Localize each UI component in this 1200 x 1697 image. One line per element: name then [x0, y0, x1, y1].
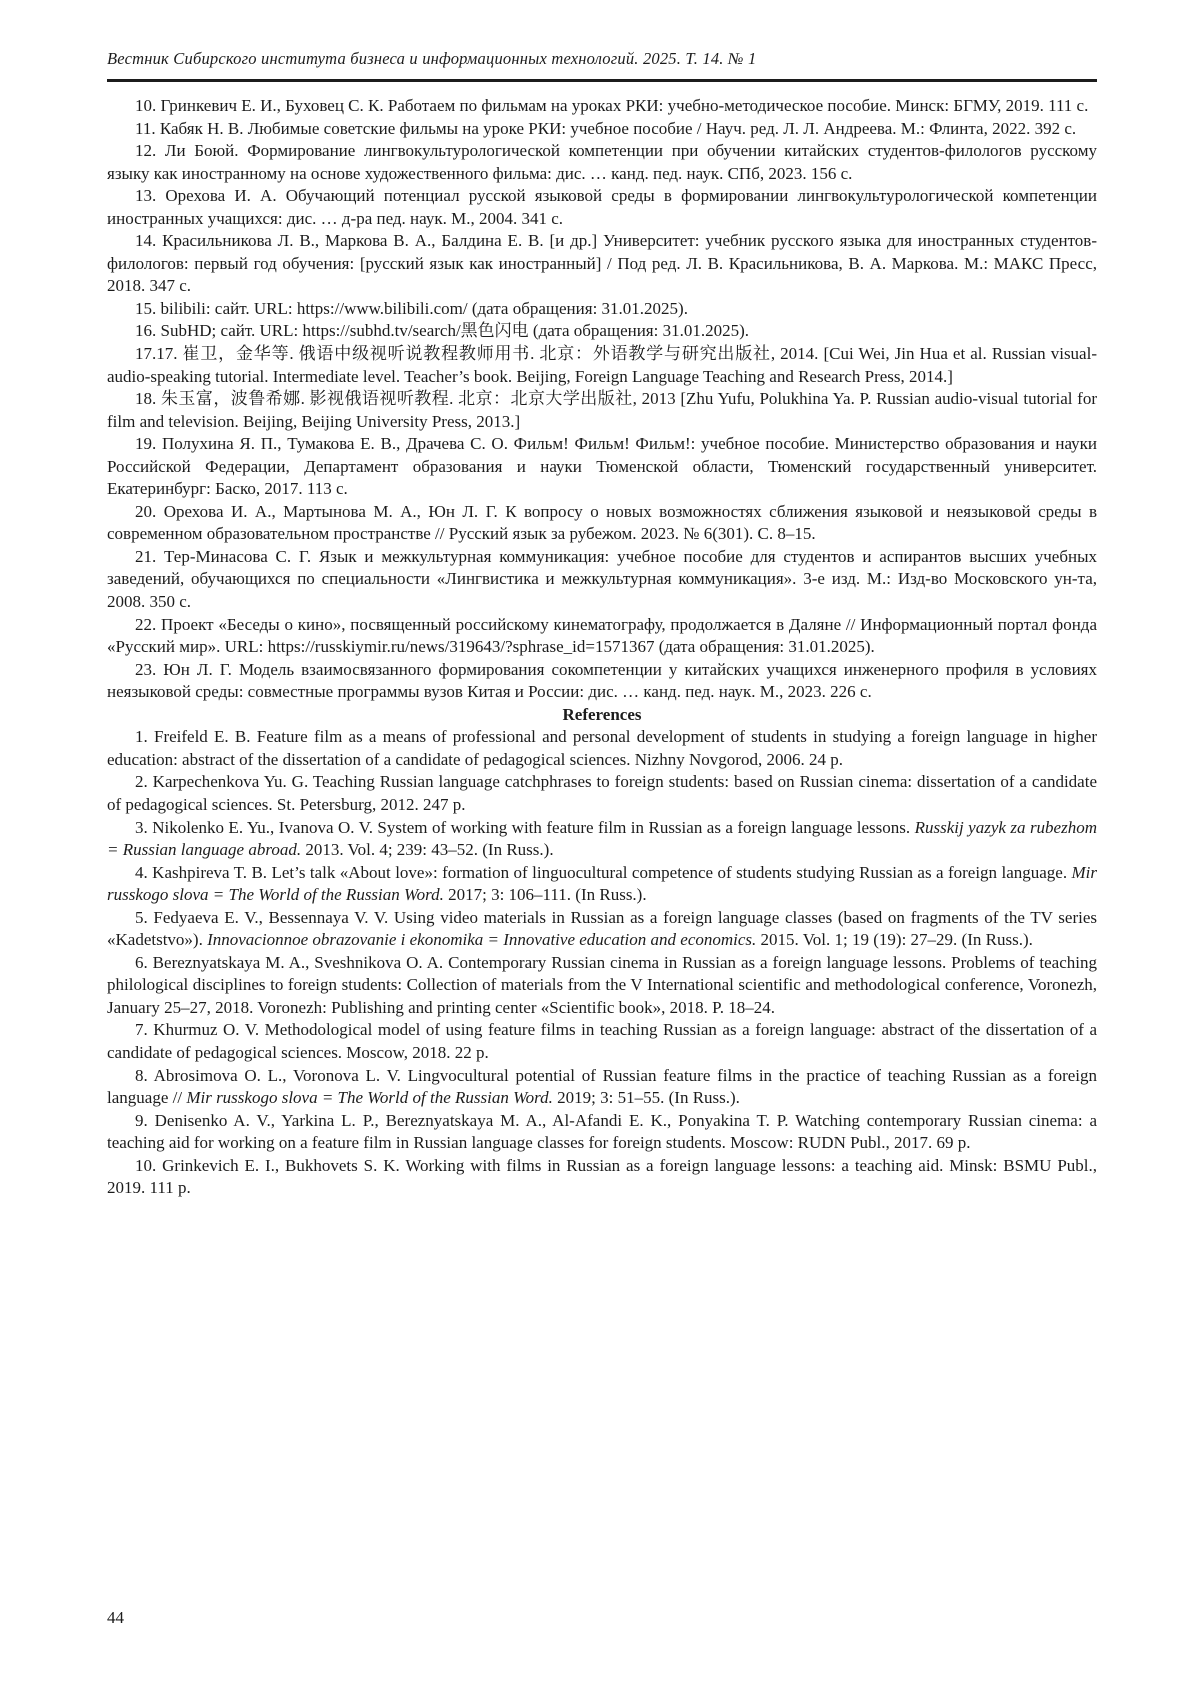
- bibliography-entry: 23. Юн Л. Г. Модель взаимосвязанного формирования сокомпетенции у китайских учащихся инженерного профиля в условиях неязыковой среды: совместные программы вузов Китая и России: дис. … канд. пед. наук. М., 2023. 226 с.: [107, 659, 1097, 702]
- bibliography-ru-section: [107, 95, 1097, 704]
- journal-header: Вестник Сибирского института бизнеса и информационных технологий. 2025. Т. 14. № 1: [107, 49, 757, 68]
- reference-entry: 6. Bereznyatskaya M. A., Sveshnikova O. A. Contemporary Russian cinema in Russian as a foreign language lessons. Problems of teaching philological disciplines to foreign students: Collection of materials from the V International scientific and methodological conference, Voronezh, January 25–27, 2018. Voronezh: Publishing and printing center «Scientific book», 2018. P. 18–24.: [107, 952, 1097, 1017]
- bibliography-entry: 11. Кабяк Н. В. Любимые советские фильмы на уроке РКИ: учебное пособие / Науч. ред. Л. Л. Андреева. М.: Флинта, 2022. 392 с.: [135, 118, 1077, 138]
- bibliography-entry: 15. bilibili: сайт. URL: https://www.bilibili.com/ (дата обращения: 31.01.2025).: [135, 298, 688, 318]
- header-rule: [107, 79, 1097, 82]
- page-number: 44: [107, 1608, 124, 1627]
- bibliography-entry: 22. Проект «Беседы о кино», посвященный российскому кинематографу, продолжается в Даляне // Информационный портал фонда «Русский мир». URL: https://russkiymir.ru/news/319643/?sphrase_id=1571367 (дата обращения: 31.01.2025).: [107, 614, 1097, 657]
- bibliography-entry: 18. 朱玉富，波鲁希娜. 影视俄语视听教程. 北京：北京大学出版社, 2013 [Zhu Yufu, Polukhina Ya. P. Russian audio-visual tutorial for film and television. Beijing, Beijing University Press, 2013.]: [107, 389, 1097, 431]
- bibliography-entry: 10. Гринкевич Е. И., Буховец С. К. Работаем по фильмам на уроках РКИ: учебно-методическое пособие. Минск: БГМУ, 2019. 111 с.: [135, 96, 1089, 115]
- reference-entry: 5. Fedyaeva E. V., Bessennaya V. V. Using video materials in Russian as a foreign language classes (based on fragments of the TV series «Kadetstvo»). Innovacionnoe obrazovanie i ekonomika = Innovative education and economics. 2015. Vol. 1; 19 (19): 27–29. (In Russ.).: [107, 907, 1097, 950]
- bibliography-entry: 17.17. 崔卫，金华等. 俄语中级视听说教程教师用书. 北京：外语教学与研究出版社, 2014. [Cui Wei, Jin Hua et al. Russian visual-audio-speaking tutorial. Intermediate level. Teacher’s book. Beijing, Foreign Language Teaching and Research Press, 2014.]: [107, 344, 1097, 386]
- bibliography-entry: 16. SubHD; сайт. URL: https://subhd.tv/search/黑色闪电 (дата обращения: 31.01.2025).: [135, 321, 750, 341]
- reference-entry: 2. Karpechenkova Yu. G. Teaching Russian language catchphrases to foreign students: based on Russian cinema: dissertation of a candidate of pedagogical sciences. St. Petersburg, 2012. 247 p.: [107, 772, 1097, 814]
- bibliography-entry: 21. Тер-Минасова С. Г. Язык и межкультурная коммуникация: учебное пособие для студентов и аспирантов высших учебных заведений, обучающихся по специальности «Лингвистика и межкультурная коммуникация». 3-е изд. М.: Изд-во Московского ун-та, 2008. 350 с.: [107, 546, 1097, 612]
- bibliography-entry: 13. Орехова И. А. Обучающий потенциал русской языковой среды в формировании лингвокультурологической компетенции иностранных учащихся: дис. … д-ра пед. наук. М., 2004. 341 с.: [107, 186, 1097, 228]
- bibliography-entry: 19. Полухина Я. П., Тумакова Е. В., Драчева С. О. Фильм! Фильм! Фильм!: учебное пособие. Министерство образования и науки Российской Федерации, Департамент образования и науки Тюменской области, Тюменский государственный университет. Екатеринбург: Баско, 2017. 113 с.: [107, 434, 1097, 499]
- reference-entry: 10. Grinkevich E. I., Bukhovets S. K. Working with films in Russian as a foreign language lessons: a teaching aid. Minsk: BSMU Publ., 2019. 111 p.: [107, 1155, 1097, 1198]
- reference-entry: 1. Freifeld E. B. Feature film as a means of professional and personal development of students in studying a foreign language in higher education: abstract of the dissertation of a candidate of pedagogical sciences. Nizhny Novgorod, 2006. 24 p.: [107, 727, 1097, 769]
- reference-entry: 7. Khurmuz O. V. Methodological model of using feature films in teaching Russian as a foreign language: abstract of the dissertation of a candidate of pedagogical sciences. Moscow, 2018. 22 p.: [107, 1020, 1097, 1062]
- references-heading: References: [562, 704, 642, 724]
- references-en-section: [107, 726, 1097, 1199]
- reference-entry: 4. Kashpireva T. B. Let’s talk «About love»: formation of linguocultural competence of students studying Russian as a foreign language. Mir russkogo slova = The World of the Russian Word. 2017; 3: 106–111. (In Russ.).: [107, 862, 1097, 905]
- bibliography-entry: 14. Красильникова Л. В., Маркова В. А., Балдина Е. В. [и др.] Университет: учебник русского языка для иностранных студентов-филологов: первый год обучения: [русский язык как иностранный] / Под ред. Л. В. Красильникова, В. А. Маркова. М.: МАКС Пресс, 2018. 347 с.: [107, 231, 1097, 296]
- bibliography-entry: 12. Ли Боюй. Формирование лингвокультурологической компетенции при обучении китайских студентов-филологов русскому языку как иностранному на основе художественного фильма: дис. … канд. пед. наук. СПб, 2023. 156 с.: [107, 141, 1097, 183]
- reference-entry: 8. Abrosimova O. L., Voronova L. V. Lingvocultural potential of Russian feature films in the practice of teaching Russian as a foreign language // Mir russkogo slova = The World of the Russian Word. 2019; 3: 51–55. (In Russ.).: [107, 1065, 1097, 1108]
- bibliography-entry: 20. Орехова И. А., Мартынова М. А., Юн Л. Г. К вопросу о новых возможностях сближения языковой и неязыковой среды в современном образовательном пространстве // Русский язык за рубежом. 2023. № 6(301). С. 8–15.: [107, 501, 1097, 544]
- reference-entry: 3. Nikolenko E. Yu., Ivanova O. V. System of working with feature film in Russian as a foreign language lessons. Russkij yazyk za rubezhom = Russian language abroad. 2013. Vol. 4; 239: 43–52. (In Russ.).: [107, 817, 1097, 860]
- reference-entry: 9. Denisenko A. V., Yarkina L. P., Bereznyatskaya M. A., Al-Afandi E. K., Ponyakina T. P. Watching contemporary Russian cinema: a teaching aid for working on a feature film in Russian language classes for foreign students. Moscow: RUDN Publ., 2017. 69 p.: [107, 1110, 1097, 1153]
